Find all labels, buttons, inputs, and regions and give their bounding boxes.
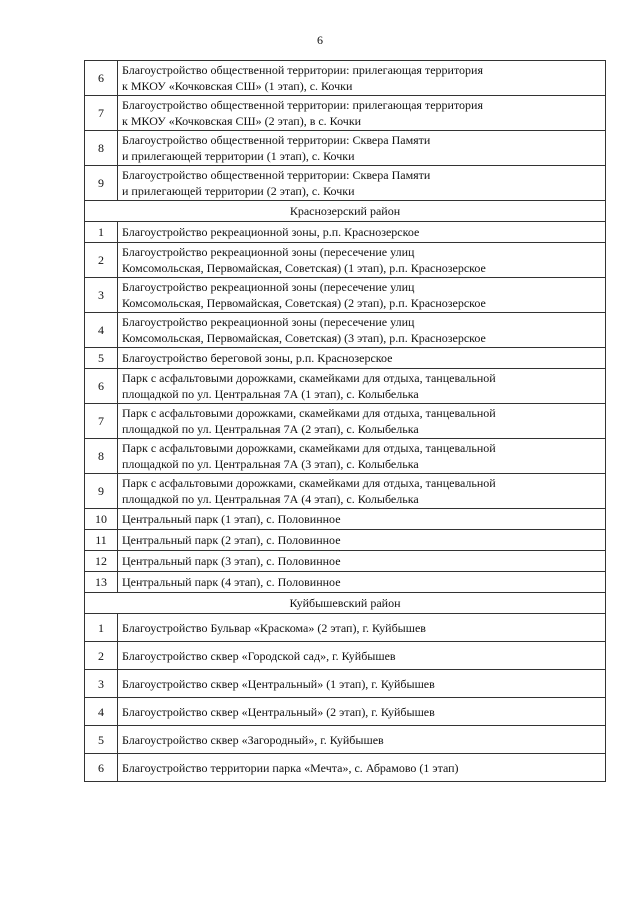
- table-row: [85, 369, 606, 404]
- table-row: [85, 166, 606, 201]
- table-row: [85, 642, 606, 670]
- row-title: Парк с асфальтовыми дорожками, скамейками для отдыха, танцевальной площадкой по ул. Центральная 7А (2 этап), с. Колыбелька: [118, 404, 606, 439]
- row-number: 4: [85, 313, 118, 348]
- row-number: 3: [85, 670, 118, 698]
- row-title: Парк с асфальтовыми дорожками, скамейками для отдыха, танцевальной площадкой по ул. Центральная 7А (3 этап), с. Колыбелька: [118, 439, 606, 474]
- table-row: [85, 754, 606, 782]
- row-number: 2: [85, 642, 118, 670]
- row-number: 6: [85, 61, 118, 96]
- table-row: [85, 698, 606, 726]
- row-title: Благоустройство рекреационной зоны (пересечение улиц Комсомольская, Первомайская, Советская) (3 этап), р.п. Краснозерское: [118, 313, 606, 348]
- row-title: Благоустройство рекреационной зоны (пересечение улиц Комсомольская, Первомайская, Советская) (2 этап), р.п. Краснозерское: [118, 278, 606, 313]
- row-number: 12: [85, 551, 118, 572]
- row-title: Благоустройство общественной территории: прилегающая территория к МКОУ «Кочковская СШ» (2 этап), в с. Кочки: [118, 96, 606, 131]
- row-title: Центральный парк (1 этап), с. Половинное: [118, 509, 606, 530]
- table-row: [85, 474, 606, 509]
- row-title: Центральный парк (4 этап), с. Половинное: [118, 572, 606, 593]
- table-row: [85, 530, 606, 551]
- row-title: Благоустройство рекреационной зоны (пересечение улиц Комсомольская, Первомайская, Советская) (1 этап), р.п. Краснозерское: [118, 243, 606, 278]
- table-row: [85, 222, 606, 243]
- table-row: [85, 61, 606, 96]
- table-row: [85, 313, 606, 348]
- table-row: [85, 572, 606, 593]
- objects-table: [84, 60, 606, 782]
- row-number: 2: [85, 243, 118, 278]
- row-title: Благоустройство общественной территории: прилегающая территория к МКОУ «Кочковская СШ» (1 этап), с. Кочки: [118, 61, 606, 96]
- section-row: [85, 593, 606, 614]
- table-row: [85, 278, 606, 313]
- row-number: 8: [85, 131, 118, 166]
- table-row: [85, 404, 606, 439]
- row-title: Благоустройство сквер «Загородный», г. Куйбышев: [118, 726, 606, 754]
- table-row: [85, 726, 606, 754]
- row-title: Благоустройство береговой зоны, р.п. Краснозерское: [118, 348, 606, 369]
- row-title: Благоустройство общественной территории: Сквера Памяти и прилегающей территории (2 этап), с. Кочки: [118, 166, 606, 201]
- row-number: 7: [85, 96, 118, 131]
- row-number: 13: [85, 572, 118, 593]
- row-title: Благоустройство сквер «Городской сад», г. Куйбышев: [118, 642, 606, 670]
- row-number: 1: [85, 222, 118, 243]
- row-number: 3: [85, 278, 118, 313]
- row-title: Благоустройство территории парка «Мечта», с. Абрамово (1 этап): [118, 754, 606, 782]
- row-number: 9: [85, 166, 118, 201]
- row-title: Благоустройство сквер «Центральный» (2 этап), г. Куйбышев: [118, 698, 606, 726]
- row-title: Центральный парк (2 этап), с. Половинное: [118, 530, 606, 551]
- row-title: Центральный парк (3 этап), с. Половинное: [118, 551, 606, 572]
- row-title: Благоустройство Бульвар «Краскома» (2 этап), г. Куйбышев: [118, 614, 606, 642]
- section-row: [85, 201, 606, 222]
- row-number: 11: [85, 530, 118, 551]
- section-title: Краснозерский район: [85, 201, 606, 222]
- section-title: Куйбышевский район: [85, 593, 606, 614]
- page-number: 6: [317, 33, 323, 47]
- table-row: [85, 96, 606, 131]
- table-row: [85, 243, 606, 278]
- row-number: 1: [85, 614, 118, 642]
- table-row: [85, 348, 606, 369]
- row-title: Благоустройство сквер «Центральный» (1 этап), г. Куйбышев: [118, 670, 606, 698]
- table-row: [85, 614, 606, 642]
- row-number: 9: [85, 474, 118, 509]
- row-number: 4: [85, 698, 118, 726]
- table-row: [85, 670, 606, 698]
- row-number: 5: [85, 726, 118, 754]
- row-title: Парк с асфальтовыми дорожками, скамейками для отдыха, танцевальной площадкой по ул. Центральная 7А (1 этап), с. Колыбелька: [118, 369, 606, 404]
- row-number: 6: [85, 369, 118, 404]
- table-row: [85, 509, 606, 530]
- row-number: 8: [85, 439, 118, 474]
- row-number: 6: [85, 754, 118, 782]
- row-number: 10: [85, 509, 118, 530]
- row-number: 7: [85, 404, 118, 439]
- row-title: Благоустройство общественной территории: Сквера Памяти и прилегающей территории (1 этап), с. Кочки: [118, 131, 606, 166]
- table-row: [85, 439, 606, 474]
- row-title: Парк с асфальтовыми дорожками, скамейками для отдыха, танцевальной площадкой по ул. Центральная 7А (4 этап), с. Колыбелька: [118, 474, 606, 509]
- table-row: [85, 131, 606, 166]
- table-row: [85, 551, 606, 572]
- row-number: 5: [85, 348, 118, 369]
- row-title: Благоустройство рекреационной зоны, р.п. Краснозерское: [118, 222, 606, 243]
